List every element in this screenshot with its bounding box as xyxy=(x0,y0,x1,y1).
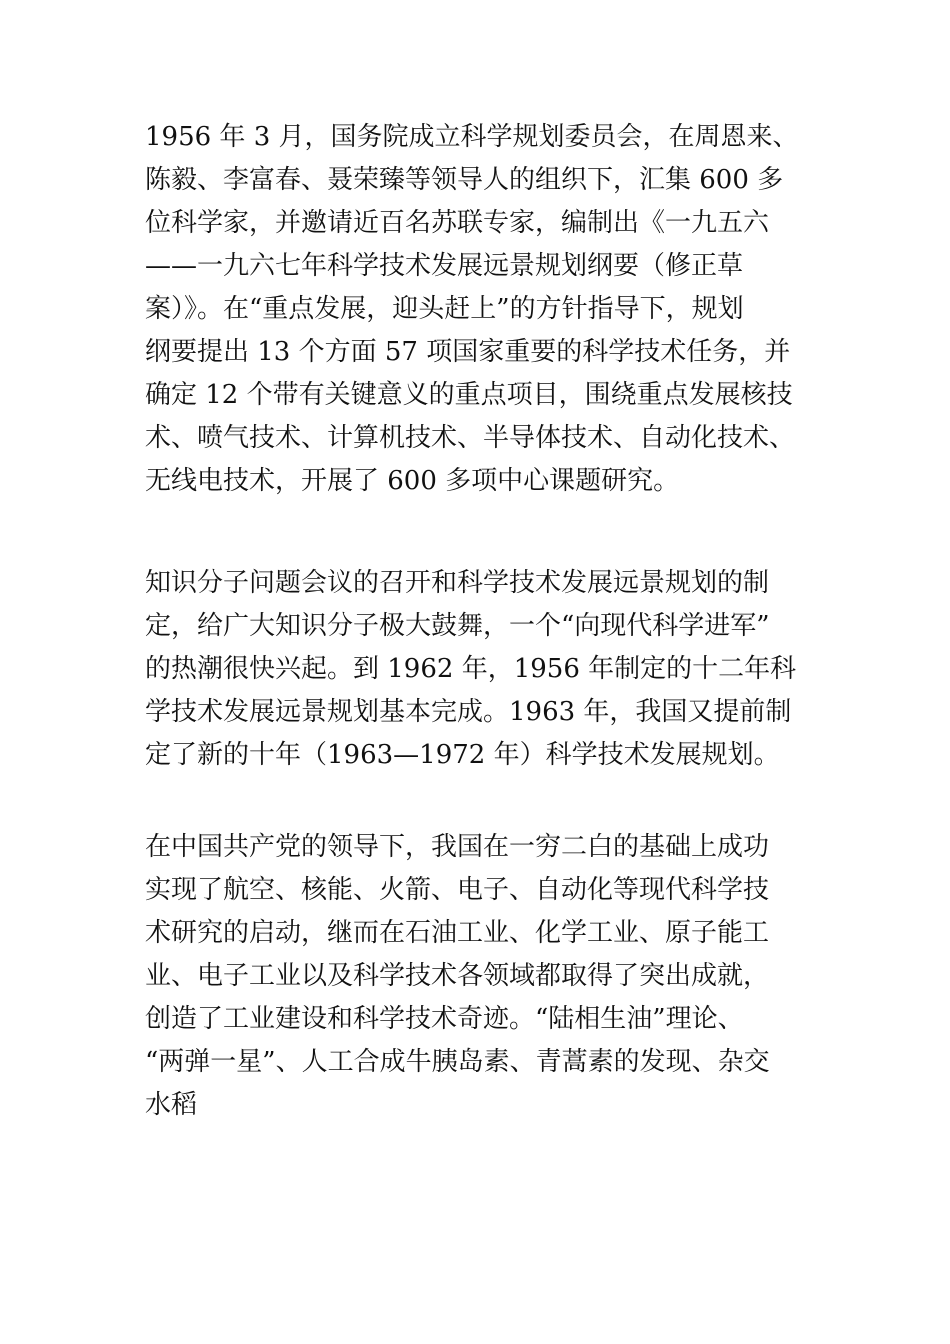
text-line: 创造了工业建设和科学技术奇迹。“陆相生油”理论、 xyxy=(145,1004,744,1034)
text-line: 纲要提出 13 个方面 57 项国家重要的科学技术任务，并 xyxy=(145,337,791,367)
text-line: “两弹一星”、人工合成牛胰岛素、青蒿素的发现、杂交 xyxy=(145,1047,770,1077)
text-line: 无线电技术，开展了 600 多项中心课题研究。 xyxy=(145,466,680,496)
paragraph-planning-committee xyxy=(145,116,815,503)
text-line: 定，给广大知识分子极大鼓舞，一个“向现代科学进军” xyxy=(145,611,770,641)
text-line: 陈毅、李富春、聂荣臻等领导人的组织下，汇集 600 多 xyxy=(145,165,784,195)
text-line: 在中国共产党的领导下，我国在一穷二白的基础上成功 xyxy=(145,832,770,862)
text-line: ——一九六七年科学技术发展远景规划纲要（修正草 xyxy=(145,251,744,281)
text-line: 确定 12 个带有关键意义的重点项目，围绕重点发展核技 xyxy=(145,380,793,410)
text-line: 实现了航空、核能、火箭、电子、自动化等现代科学技 xyxy=(145,875,770,905)
text-line: 知识分子问题会议的召开和科学技术发展远景规划的制 xyxy=(145,568,770,598)
text-line: 水稻 xyxy=(145,1090,198,1120)
text-line: 定了新的十年（1963—1972 年）科学技术发展规划。 xyxy=(145,740,780,770)
text-line: 案）》。在“重点发展，迎头赶上”的方针指导下，规划 xyxy=(145,294,744,324)
text-line: 术、喷气技术、计算机技术、半导体技术、自动化技术、 xyxy=(145,423,796,453)
text-line: 学技术发展远景规划基本完成。1963 年，我国又提前制 xyxy=(145,697,792,727)
paragraph-achievements xyxy=(145,826,815,1127)
paragraph-intellectuals-conference xyxy=(145,562,815,777)
text-line: 业、电子工业以及科学技术各领域都取得了突出成就， xyxy=(145,961,770,991)
text-line: 术研究的启动，继而在石油工业、化学工业、原子能工 xyxy=(145,918,770,948)
text-line: 1956 年 3 月，国务院成立科学规划委员会，在周恩来、 xyxy=(145,122,799,152)
text-line: 的热潮很快兴起。到 1962 年，1956 年制定的十二年科 xyxy=(145,654,797,684)
text-line: 位科学家，并邀请近百名苏联专家，编制出《一九五六 xyxy=(145,208,770,238)
